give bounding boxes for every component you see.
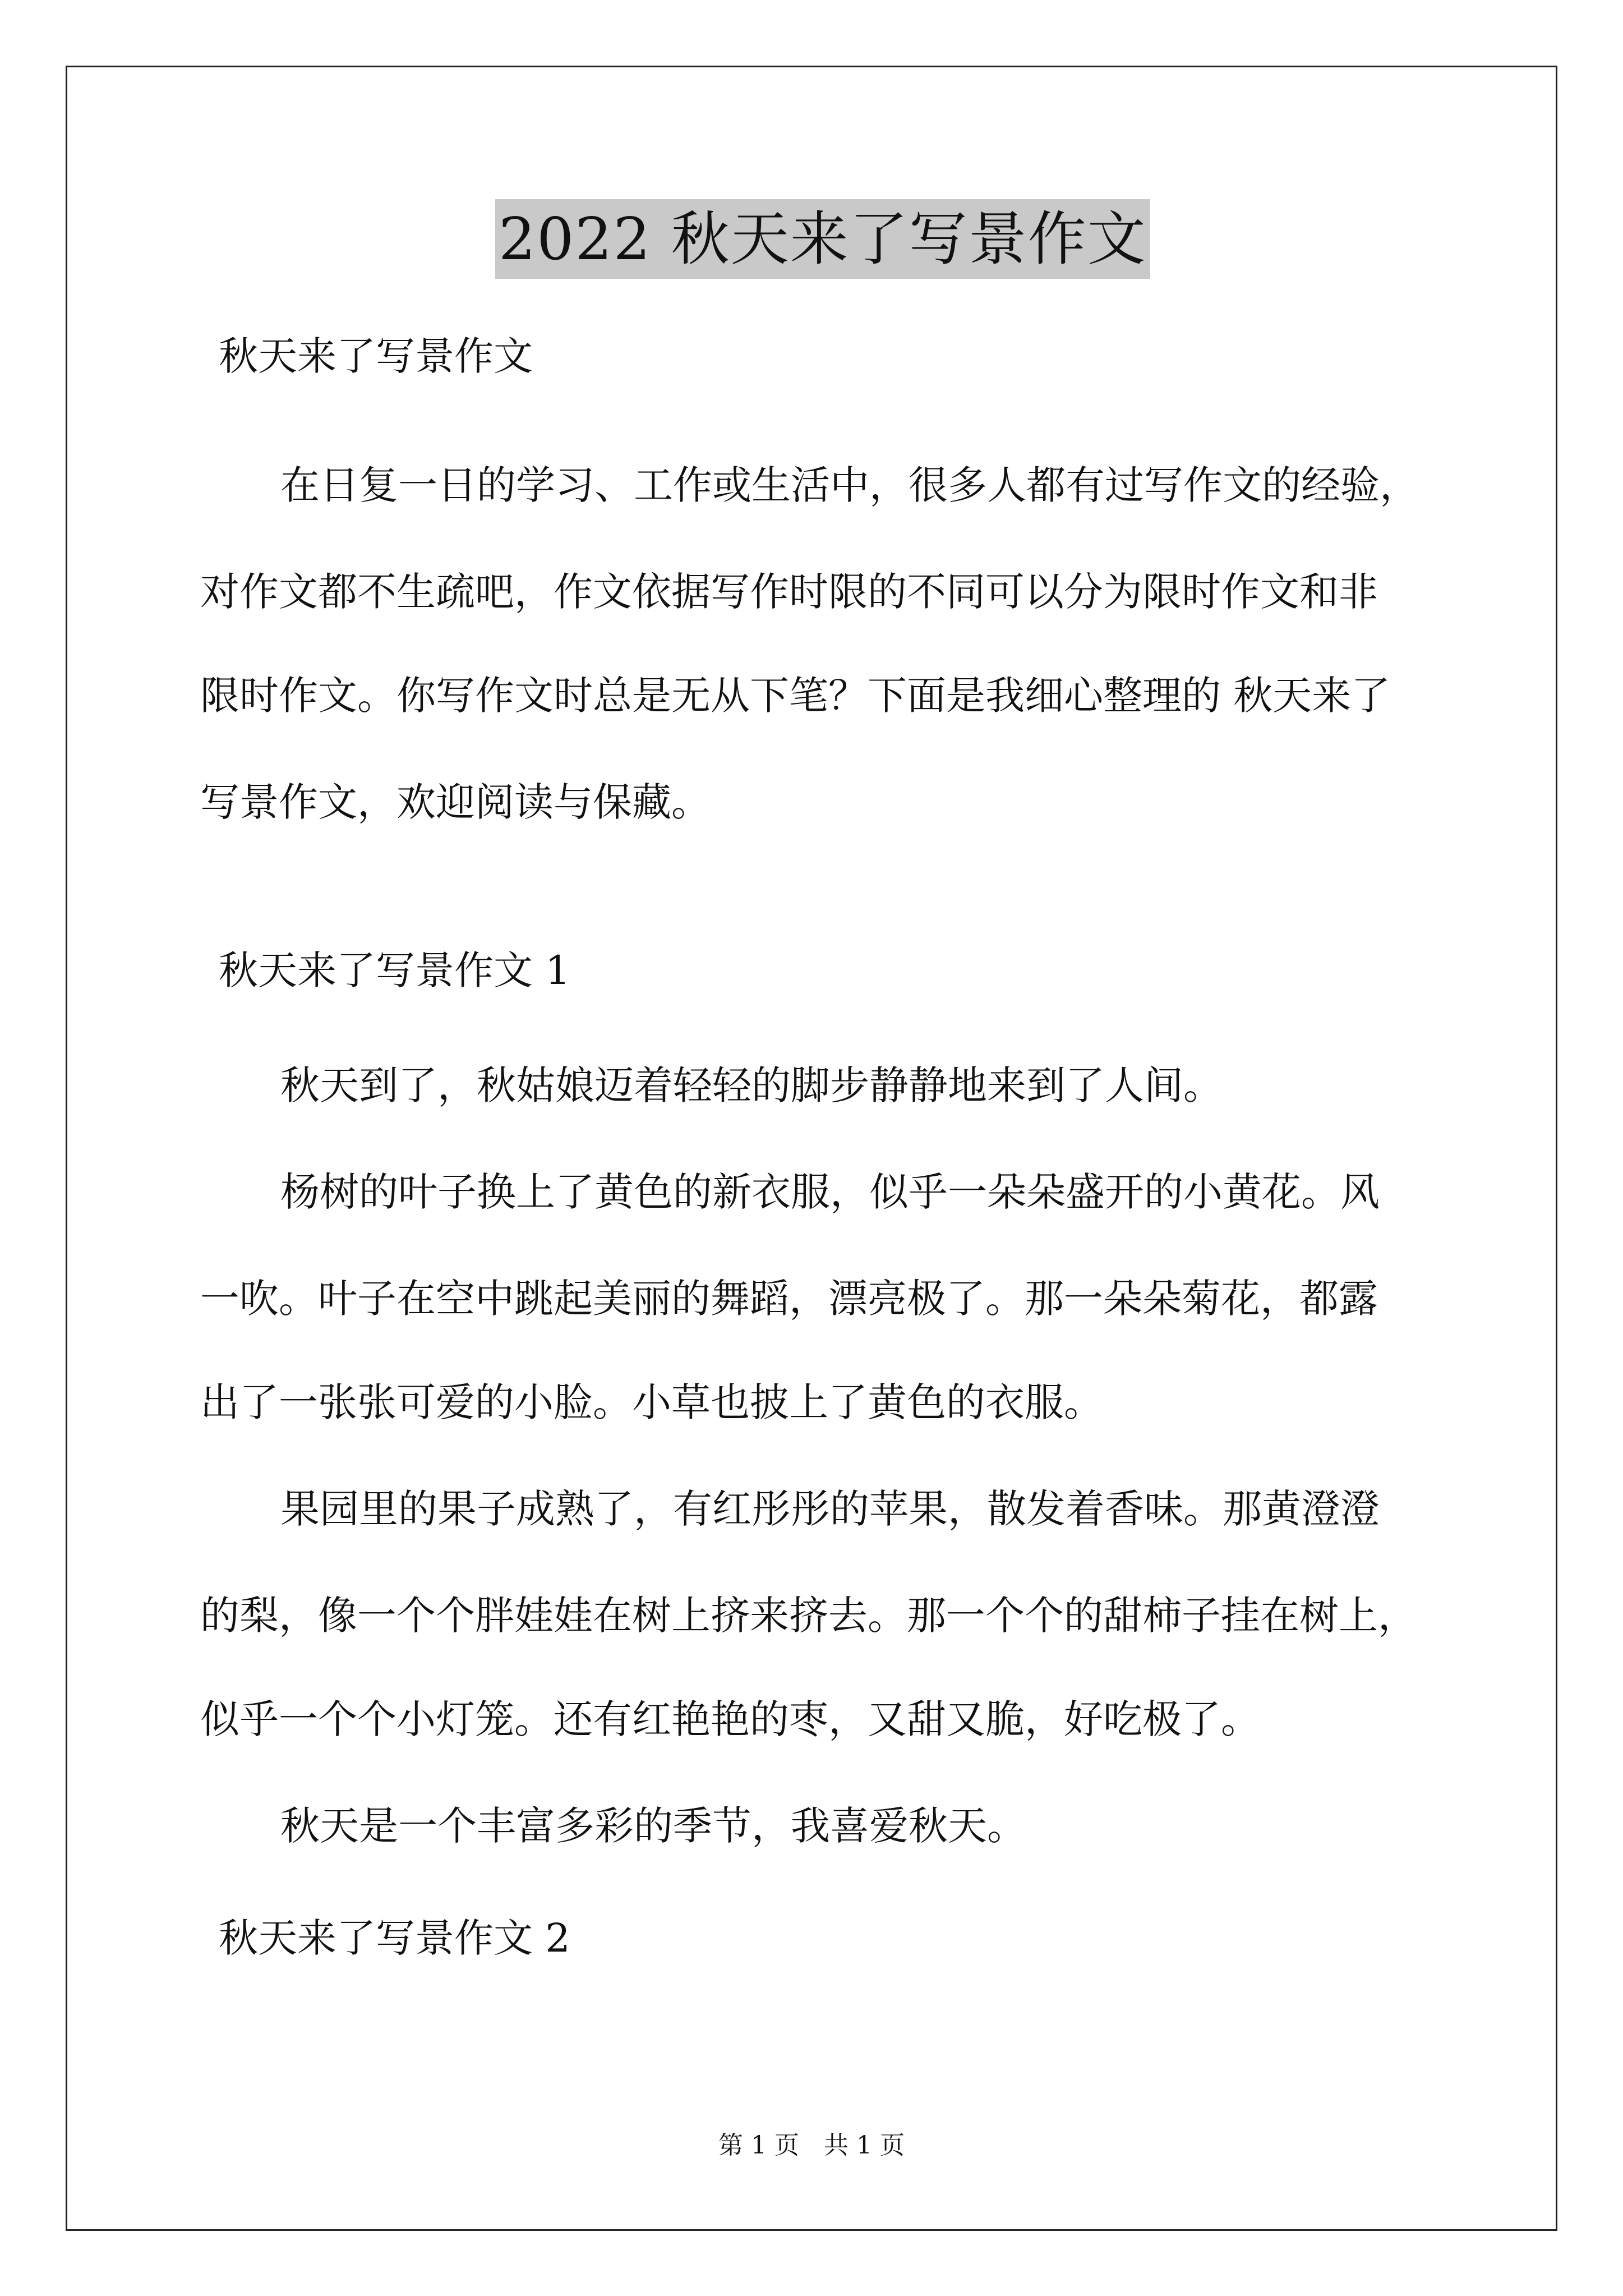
intro-heading: 秋天来了写景作文 xyxy=(219,333,533,379)
essay1-line-6: 的梨，像一个个胖娃娃在树上挤来挤去。那一个个的甜柿子挂在树上， xyxy=(200,1593,1417,1639)
document-title: 2022 秋天来了写景作文 xyxy=(495,199,1150,279)
page-footer: 第 1 页 共 1 页 xyxy=(718,2131,905,2160)
essay1-heading: 秋天来了写景作文 1 xyxy=(219,947,570,993)
intro-line-4: 写景作文，欢迎阅读与保藏。 xyxy=(200,779,711,825)
intro-line-1: 在日复一日的学习、工作或生活中，很多人都有过写作文的经验， xyxy=(280,462,1419,508)
essay1-line-4: 出了一张张可爱的小脸。小草也披上了黄色的衣服。 xyxy=(200,1379,1103,1425)
essay1-line-5: 果园里的果子成熟了，有红彤彤的苹果，散发着香味。那黄澄澄 xyxy=(280,1486,1380,1532)
page-border xyxy=(66,66,1557,2231)
essay2-heading: 秋天来了写景作文 2 xyxy=(219,1915,570,1961)
essay1-line-8: 秋天是一个丰富多彩的季节，我喜爱秋天。 xyxy=(280,1803,1026,1849)
intro-line-3: 限时作文。你写作文时总是无从下笔？下面是我细心整理的 秋天来了 xyxy=(200,673,1391,719)
intro-line-2: 对作文都不生疏吧，作文依据写作时限的不同可以分为限时作文和非 xyxy=(200,569,1378,615)
essay1-line-7: 似乎一个个小灯笼。还有红艳艳的枣，又甜又脆，好吃极了。 xyxy=(200,1696,1260,1742)
essay1-line-3: 一吹。叶子在空中跳起美丽的舞蹈，漂亮极了。那一朵朵菊花，都露 xyxy=(200,1276,1378,1322)
essay1-line-1: 秋天到了，秋姑娘迈着轻轻的脚步静静地来到了人间。 xyxy=(280,1062,1223,1108)
essay1-line-2: 杨树的叶子换上了黄色的新衣服，似乎一朵朵盛开的小黄花。风 xyxy=(280,1169,1380,1215)
